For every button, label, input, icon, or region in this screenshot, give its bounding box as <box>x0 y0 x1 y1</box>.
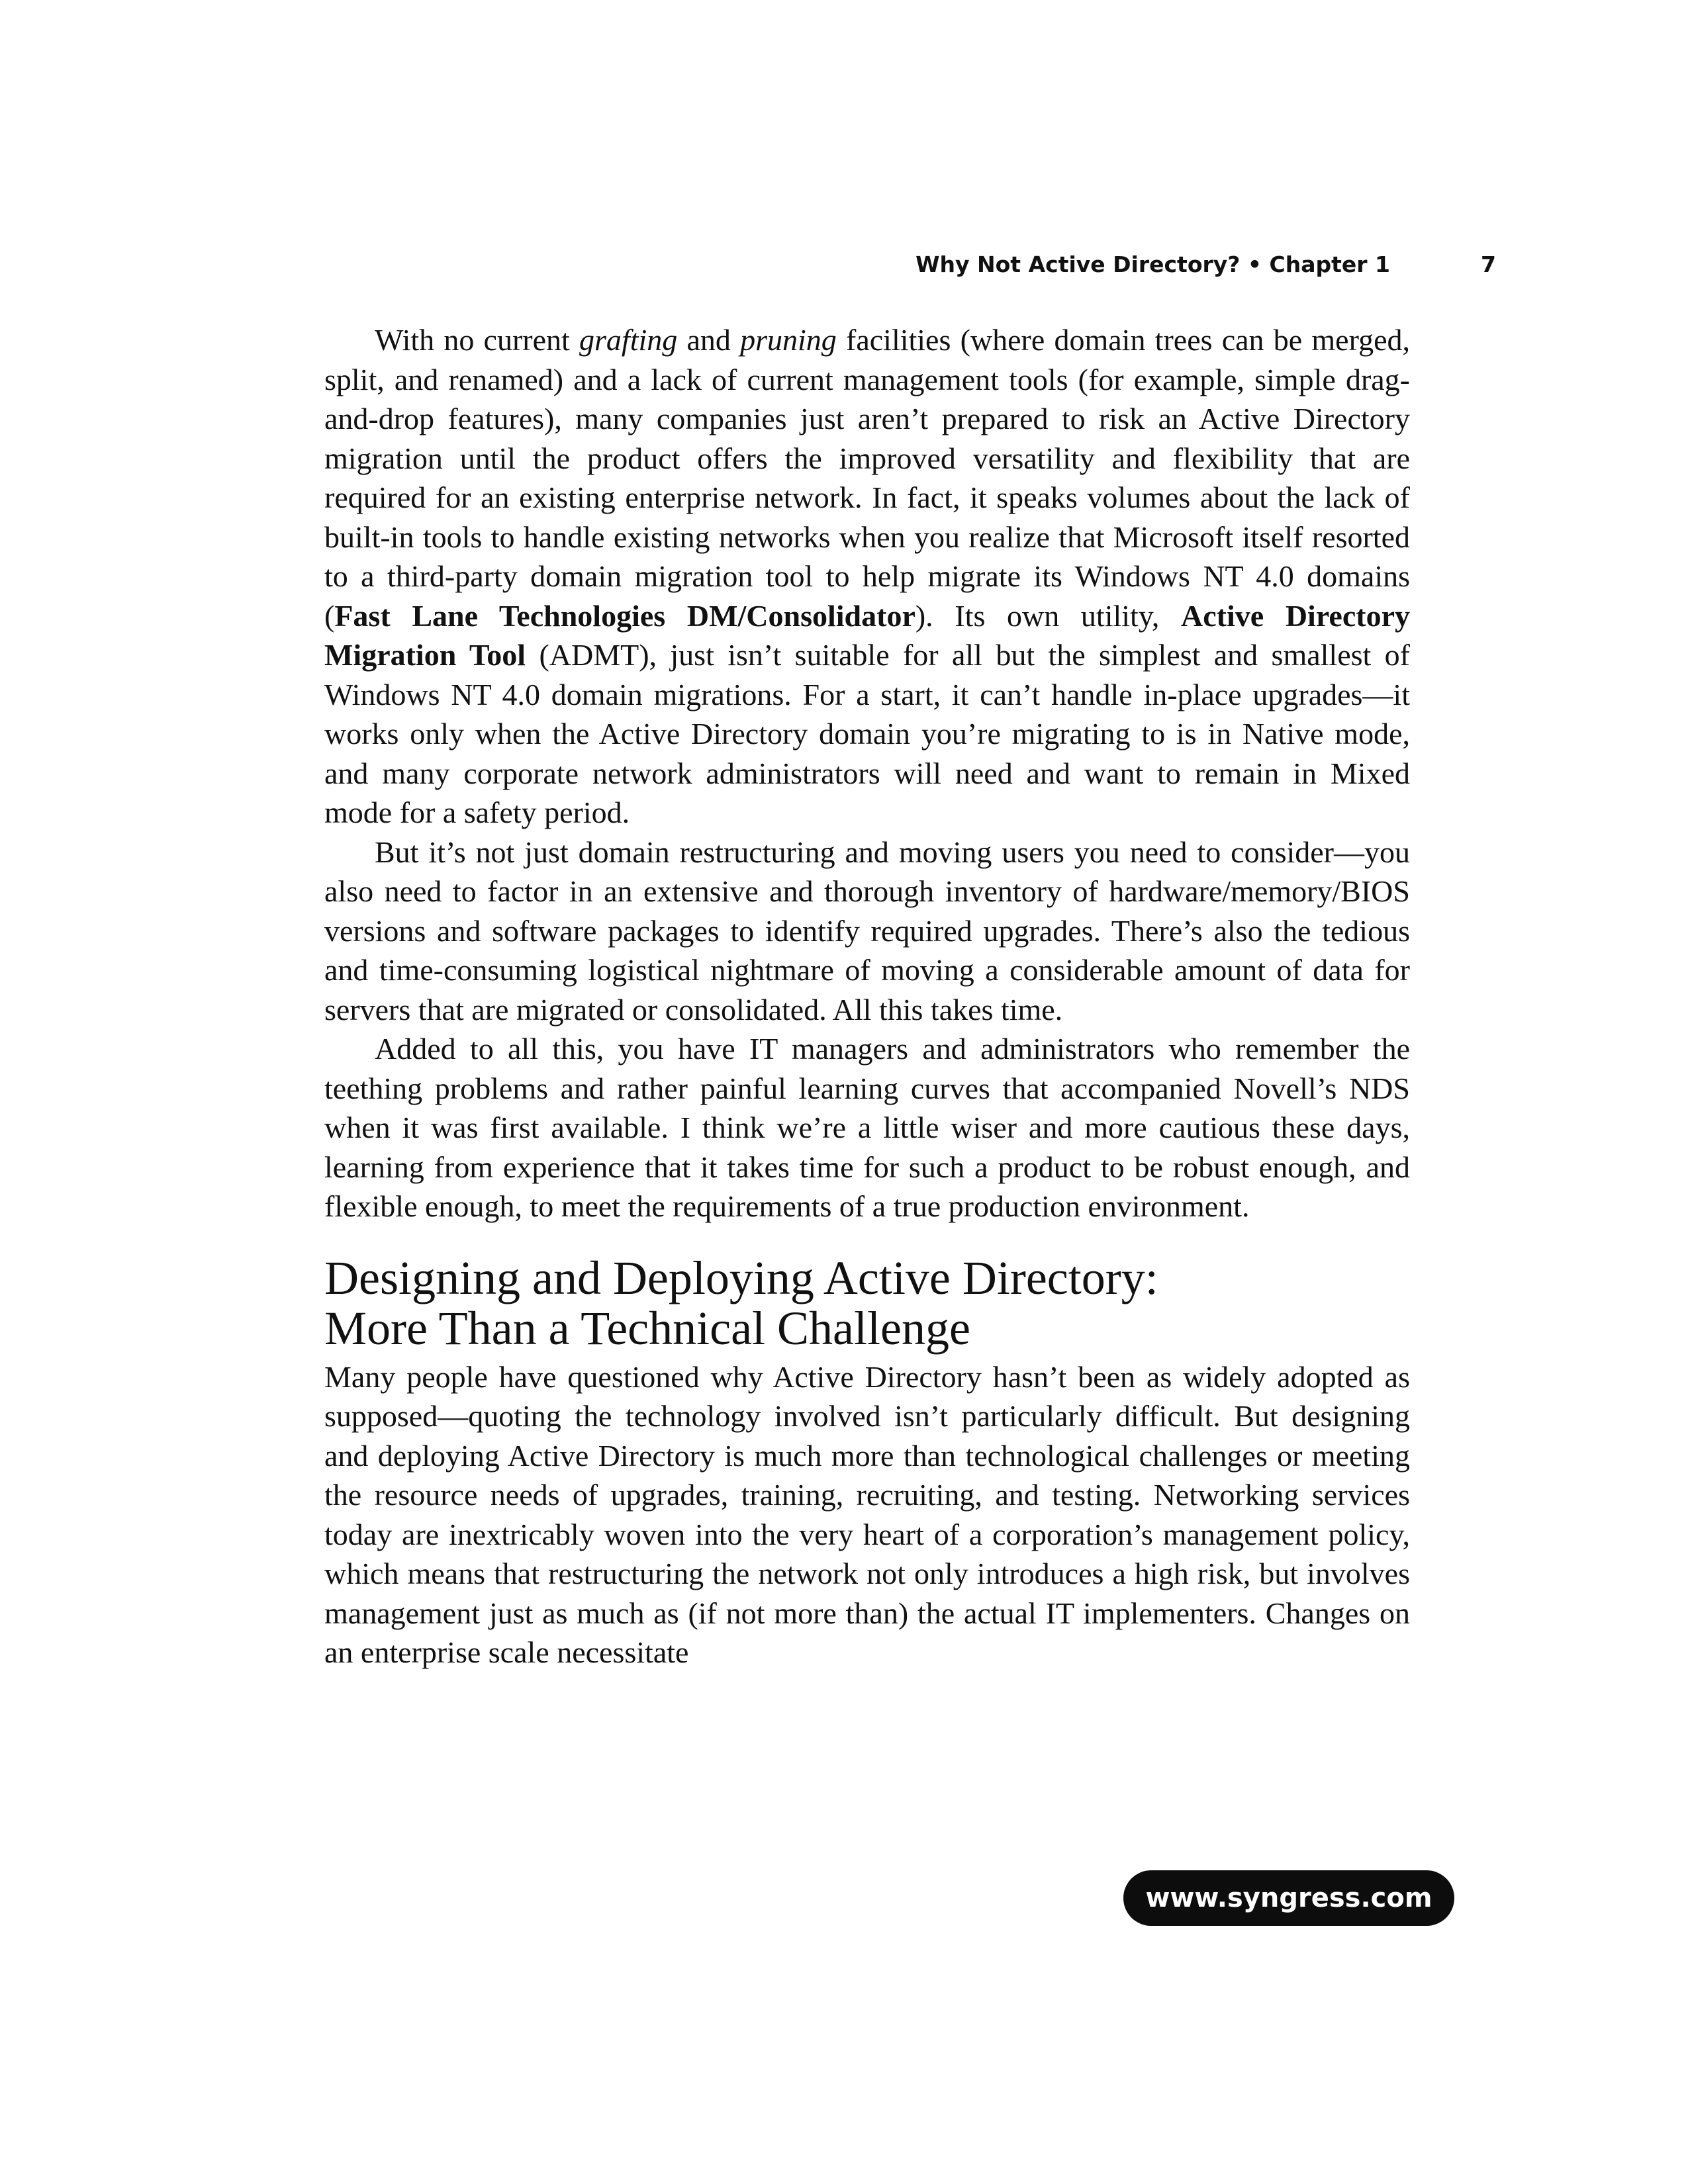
p1-text-2: and <box>677 323 741 357</box>
section-heading-line-1: Designing and Deploying Active Directory: <box>324 1251 1158 1304</box>
pruning-term: pruning <box>740 323 837 357</box>
p1-text-3: facilities (where domain trees can be merged, split, and renamed) and a lack of current management tools (for example, simple drag-and-drop features), many companies just aren’t prepared to risk an Active Directory migration until the product offers the improved versatility and flexibility that are required for an existing enterprise network. In fact, it speaks volumes about the lack of built-in tools to handle existing networks when you realize that Microsoft itself resorted to a third-party domain migration tool to help migrate its Windows NT 4.0 domains ( <box>324 323 1410 633</box>
p1-text-5: (ADMT), just isn’t suitable for all but the simplest and smallest of Windows NT 4.0 domain migrations. For a start, it can’t handle in-place upgrades—it works only when the Active Directory domain you’re migrating to is in Native mode, and many corporate network administrators will need and want to remain in Mixed mode for a safety period. <box>324 638 1410 829</box>
body-text <box>324 320 1410 1672</box>
website-url-badge: www.syngress.com <box>1123 1870 1454 1926</box>
p1-text-1: With no current <box>375 323 580 357</box>
section-heading <box>324 1253 1410 1353</box>
running-head: Why Not Active Directory? • Chapter 1 <box>915 251 1390 277</box>
grafting-term: grafting <box>579 323 678 357</box>
paragraph-1 <box>324 320 1410 833</box>
page-number: 7 <box>1481 251 1496 277</box>
admt-product: Active Directory Migration Tool <box>324 598 1410 672</box>
paragraph-2: But it’s not just domain restructuring and moving users you need to consider—you also need to factor in an extensive and thorough inventory of hardware/memory/BIOS versions and software packages to identify required upgrades. There’s also the tedious and time-consuming logistical nightmare of moving a considerable amount of data for servers that are migrated or consolidated. All this takes time. <box>324 835 1410 1026</box>
paragraph-3: Added to all this, you have IT managers and administrators who remember the teething problems and rather painful learning curves that accompanied Novell’s NDS when it was first available. I think we’re a little wiser and more cautious these days, learning from experience that it takes time for such a product to be robust enough, and flexible enough, to meet the requirements of a true production environment. <box>324 1032 1410 1223</box>
section-heading-line-2: More Than a Technical Challenge <box>324 1301 970 1355</box>
fast-lane-product: Fast Lane Technologies DM/​Consolidator <box>334 598 915 633</box>
section-paragraph: Many people have questioned why Active Directory hasn’t been as widely adopted as supposed—quoting the technology involved isn’t particularly difficult. But designing and deploying Active Directory is much more than technological challenges or meeting the resource needs of upgrades, training, recruiting, and testing. Networking services today are inextricably woven into the very heart of a corporation’s management policy, which means that restructuring the network not only introduces a high risk, but involves management just as much as (if not more than) the actual IT implementers. Changes on an enterprise scale necessitate <box>324 1359 1410 1669</box>
p1-text-4: ). Its own utility, <box>915 598 1182 633</box>
